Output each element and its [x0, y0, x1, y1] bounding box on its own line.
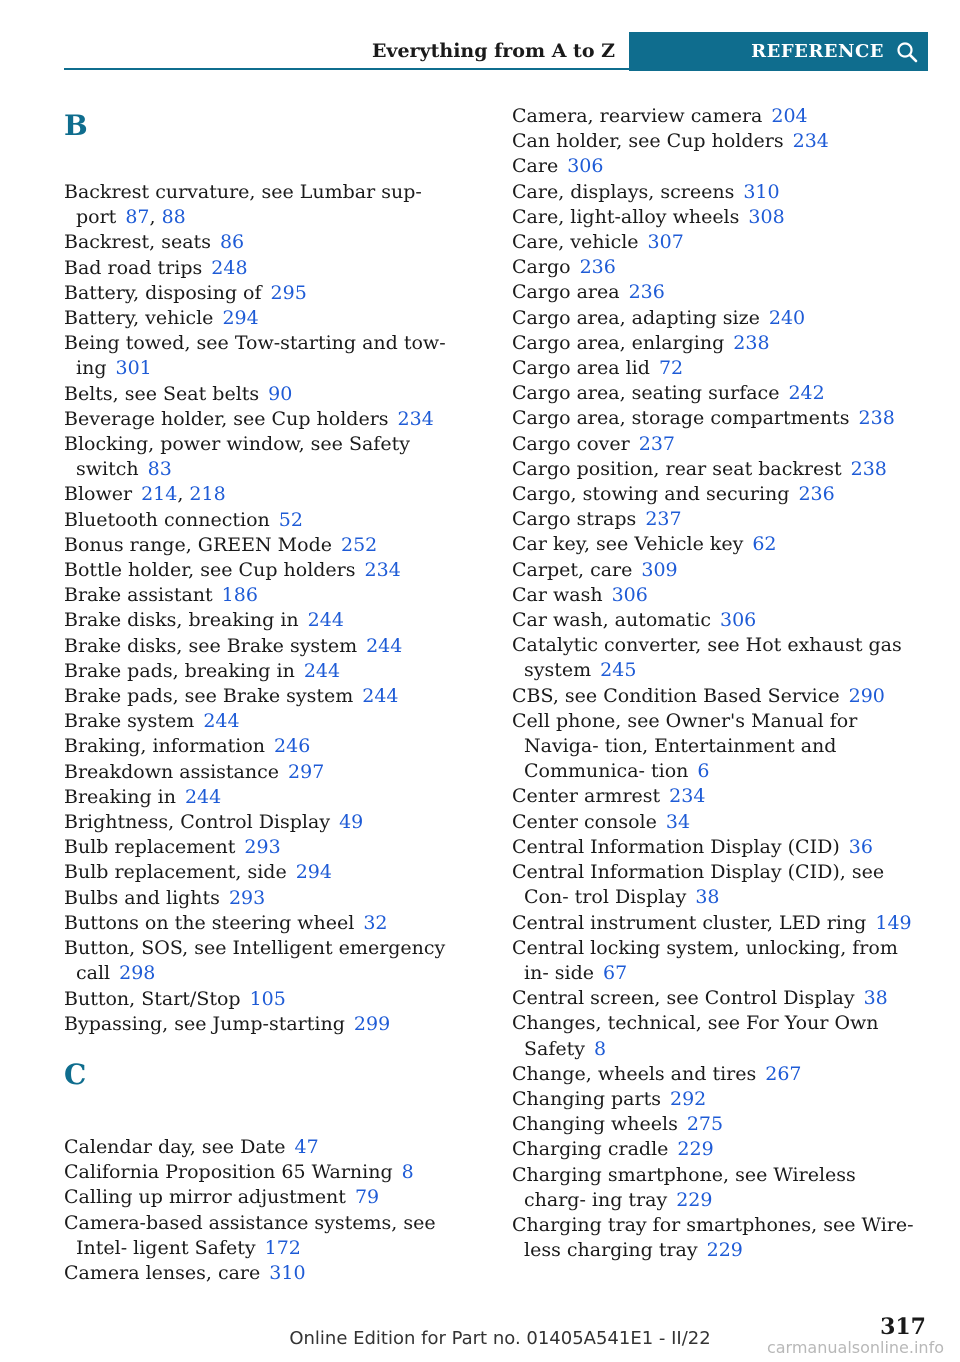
index-entry: [512, 1163, 922, 1213]
index-entry-text: Cell phone, see Owner's Manual for Naviga‐ tion, Entertainment and Communica‐ tion: [512, 709, 858, 783]
index-entry: [512, 306, 922, 331]
page-ref-link[interactable]: 248: [211, 256, 248, 279]
index-entry-text: Cargo area, enlarging: [512, 331, 725, 354]
index-entry: [64, 709, 484, 734]
index-entry: [64, 608, 484, 633]
index-entry: [512, 1137, 922, 1162]
page-ref-link[interactable]: 310: [743, 180, 780, 203]
page-ref-link[interactable]: 238: [733, 331, 770, 354]
index-entry-text: Cargo straps: [512, 508, 637, 531]
index-entry: [64, 180, 484, 230]
index-entry: [64, 230, 484, 255]
index-entry: [64, 407, 484, 432]
index-entry: [512, 860, 922, 910]
page-ref-link[interactable]: 88: [161, 206, 186, 229]
index-entry-text: Care: [512, 155, 559, 178]
page-ref-link[interactable]: 38: [863, 987, 888, 1010]
index-entry: [512, 457, 922, 482]
index-entry: [64, 860, 484, 885]
watermark: carmanualsonline.info: [766, 1338, 944, 1357]
index-entry: [512, 104, 922, 129]
index-entry-text: Brake pads, breaking in: [64, 659, 295, 682]
page-ref-link[interactable]: 8: [401, 1161, 414, 1184]
index-entry-text: Brake disks, see Brake system: [64, 634, 358, 657]
index-entry-text: Central Information Display (CID), see Con‐ trol Display: [512, 861, 885, 909]
page-ref-link[interactable]: 292: [669, 1087, 707, 1110]
index-entry-text: Can holder, see Cup holders: [512, 130, 784, 153]
page-ref-link[interactable]: 32: [363, 911, 388, 934]
index-entry-text: Change, wheels and tires: [512, 1062, 757, 1085]
index-entry: [64, 760, 484, 785]
index-entry: [64, 987, 484, 1012]
index-entry: [64, 634, 484, 659]
page-ref-separator: ,: [177, 483, 184, 506]
index-entry-text: Bonus range, GREEN Mode: [64, 533, 332, 556]
index-entry: [512, 986, 922, 1011]
index-entry: [64, 1135, 484, 1160]
page-ref-link[interactable]: 90: [268, 382, 293, 405]
page-ref-link[interactable]: 236: [579, 256, 616, 279]
index-entry: [64, 583, 484, 608]
index-entry: [512, 936, 922, 986]
index-entry: [512, 230, 922, 255]
index-entry-text: Camera lenses, care: [64, 1261, 261, 1284]
page-ref-link[interactable]: 244: [184, 785, 222, 808]
page-ref-link[interactable]: 49: [339, 811, 364, 834]
index-entry: [512, 1112, 922, 1137]
index-entry-text: Care, displays, screens: [512, 180, 735, 203]
page-ref-link[interactable]: 244: [303, 659, 341, 682]
page-ref-link[interactable]: 307: [647, 231, 684, 254]
index-entry-text: Central instrument cluster, LED ring: [512, 911, 867, 934]
page-ref-link[interactable]: 214: [141, 483, 178, 506]
index-entry-text: Cargo area, storage compartments: [512, 407, 850, 430]
chapter-label: REFERENCE: [751, 41, 884, 62]
index-entry-text: Bulb replacement, side: [64, 861, 287, 884]
page-ref-link[interactable]: 252: [341, 533, 378, 556]
page-ref-link[interactable]: 245: [600, 659, 637, 682]
page-ref-link[interactable]: 6: [697, 760, 710, 783]
index-entry: [64, 432, 484, 482]
page-ref-link[interactable]: 204: [771, 105, 808, 127]
index-entry: [64, 936, 484, 986]
section-title: Everything from A to Z: [64, 32, 629, 70]
index-entry-text: Brightness, Control Display: [64, 811, 331, 834]
page-ref-link[interactable]: 244: [307, 609, 344, 632]
index-entry: [64, 1211, 484, 1261]
index-entry-text: Car wash, automatic: [512, 609, 711, 632]
page-ref-link[interactable]: 244: [366, 634, 403, 657]
index-entry-text: Brake pads, see Brake system: [64, 685, 354, 708]
index-entry: [64, 659, 484, 684]
index-entry-text: Cargo area lid: [512, 357, 650, 380]
index-entry-text: Center armrest: [512, 785, 661, 808]
page-ref-link[interactable]: 8: [594, 1037, 607, 1060]
index-entry: [64, 256, 484, 281]
page-ref-link[interactable]: 229: [677, 1138, 714, 1161]
index-entry: [512, 406, 922, 431]
page-header: [64, 32, 928, 71]
index-entry: [512, 432, 922, 457]
index-entry-text: Changing wheels: [512, 1113, 678, 1136]
index-entry: [512, 280, 922, 305]
page-ref-link[interactable]: 38: [695, 886, 720, 909]
index-entry-text: Cargo area, adapting size: [512, 306, 760, 329]
index-entry-text: Beverage holder, see Cup holders: [64, 407, 389, 430]
page-ref-link[interactable]: 237: [638, 432, 675, 455]
page-ref-link[interactable]: 309: [641, 558, 678, 581]
index-entry-text: Camera, rearview camera: [512, 105, 763, 127]
index-entry-text: Bottle holder, see Cup holders: [64, 559, 356, 582]
page-ref-link[interactable]: 105: [249, 987, 286, 1010]
index-entry-text: Charging tray for smartphones, see Wire‐ less charging tray: [512, 1213, 914, 1262]
page-ref-link[interactable]: 67: [603, 961, 628, 984]
index-entry: [512, 608, 922, 633]
index-letter-heading: B: [64, 109, 88, 142]
page-ref-link[interactable]: 294: [295, 861, 332, 884]
index-entry: [512, 583, 922, 608]
page-ref-link[interactable]: 186: [221, 584, 258, 607]
page-ref-link[interactable]: 36: [848, 835, 873, 858]
page-ref-link[interactable]: 238: [850, 457, 887, 480]
index-entry: [512, 1062, 922, 1087]
page-ref-link[interactable]: 290: [848, 684, 885, 707]
index-entry: [64, 785, 484, 810]
page-ref-link[interactable]: 293: [228, 886, 266, 909]
index-entry: [64, 382, 484, 407]
index-entry: [512, 255, 922, 280]
page-ref-link[interactable]: 267: [765, 1062, 802, 1085]
page-ref-link[interactable]: 298: [119, 962, 156, 985]
page-ref-link[interactable]: 236: [628, 281, 665, 304]
index-entry-text: Button, SOS, see Intelligent emergency call: [64, 937, 446, 985]
page-ref-link[interactable]: 240: [768, 306, 806, 329]
index-entry-text: Central Information Display (CID): [512, 835, 840, 858]
index-entry-text: Bulb replacement: [64, 836, 236, 859]
index-entry: [512, 684, 922, 709]
index-entry: [64, 1185, 484, 1210]
index-entry: [512, 532, 922, 557]
index-entry-text: Carpet, care: [512, 558, 633, 581]
index-entry-text: Bypassing, see Jump-starting: [64, 1012, 345, 1035]
page-ref-link[interactable]: 79: [354, 1186, 380, 1209]
index-entry: [512, 835, 922, 860]
page-ref-link[interactable]: 62: [752, 533, 777, 556]
page-ref-link[interactable]: 295: [270, 281, 307, 304]
index-entry-text: Backrest, seats: [64, 231, 211, 254]
index-entry-text: Breaking in: [64, 785, 176, 808]
index-entry: [512, 810, 922, 835]
page-ref-link[interactable]: 236: [798, 483, 835, 506]
index-entry-text: Battery, disposing of: [64, 281, 262, 304]
index-entry: [512, 129, 922, 154]
page-ref-link[interactable]: 242: [788, 382, 825, 405]
index-entry-text: Bulbs and lights: [64, 886, 220, 909]
index-entry: [64, 911, 484, 936]
page-ref-link[interactable]: 299: [353, 1012, 391, 1035]
index-entry-text: Bad road trips: [64, 256, 203, 279]
page-ref-link[interactable]: 149: [875, 911, 912, 934]
page-ref-link[interactable]: 306: [719, 609, 757, 632]
index-entry-text: Center console: [512, 810, 657, 833]
page-ref-link[interactable]: 308: [748, 205, 785, 228]
page-ref-link[interactable]: 234: [669, 785, 706, 808]
index-column-left: [64, 104, 484, 1286]
page-ref-link[interactable]: 246: [274, 735, 311, 758]
index-entry: [64, 835, 484, 860]
index-entry-text: Car key, see Vehicle key: [512, 533, 744, 556]
page-ref-link[interactable]: 294: [222, 307, 259, 330]
page-ref-link[interactable]: 83: [147, 458, 172, 481]
index-entry-text: Being towed, see Tow-starting and tow‐ ing: [64, 332, 446, 380]
index-letter-heading: C: [64, 1057, 87, 1091]
index-entry: [512, 205, 922, 230]
page-ref-link[interactable]: 238: [858, 407, 895, 430]
index-entry-text: Cargo, stowing and securing: [512, 483, 790, 506]
index-entry-text: Button, Start/Stop: [64, 987, 241, 1010]
page-ref-link[interactable]: 237: [645, 508, 682, 531]
index-entry-text: Battery, vehicle: [64, 307, 214, 330]
index-entry: [512, 482, 922, 507]
index-entry-text: California Proposition 65 Warning: [64, 1161, 393, 1184]
page-ref-link[interactable]: 72: [658, 357, 684, 380]
page-ref-link[interactable]: 87: [125, 206, 150, 229]
chapter-tab[interactable]: [629, 32, 928, 71]
index-entry: [512, 784, 922, 809]
index-column-right: [512, 104, 922, 1263]
index-entry: [512, 381, 922, 406]
page-number: 317: [880, 1314, 926, 1340]
index-entry-text: Calling up mirror adjustment: [64, 1186, 346, 1209]
page-ref-link[interactable]: 275: [686, 1113, 724, 1136]
index-entry-text: Breakdown assistance: [64, 760, 280, 783]
page-ref-link[interactable]: 234: [397, 407, 434, 430]
index-entry: [64, 306, 484, 331]
index-entry-text: Braking, information: [64, 735, 266, 758]
index-entry: [512, 911, 922, 936]
page-ref-link[interactable]: 244: [362, 685, 399, 708]
index-entry-text: Charging smartphone, see Wireless charg‐ ing tray: [512, 1163, 856, 1211]
index-entry-text: Belts, see Seat belts: [64, 382, 260, 405]
page-ref-link[interactable]: 234: [364, 559, 401, 582]
index-entry: [512, 633, 922, 683]
index-entry-text: CBS, see Condition Based Service: [512, 684, 840, 707]
index-entry-text: Calendar day, see Date: [64, 1135, 286, 1158]
index-entry-text: Bluetooth connection: [64, 508, 270, 531]
index-entry: [64, 734, 484, 759]
index-entry-text: Changing parts: [512, 1087, 661, 1110]
page-ref-link[interactable]: 52: [278, 508, 303, 531]
index-entry-text: Cargo area, seating surface: [512, 382, 780, 405]
page-ref-link[interactable]: 34: [665, 810, 691, 833]
footer-edition: Online Edition for Part no. 01405A541E1 - II/22: [289, 1328, 711, 1349]
index-entry-text: Cargo position, rear seat backrest: [512, 457, 842, 480]
index-entry: [512, 1087, 922, 1112]
index-entry: [64, 1012, 484, 1037]
index-entry: [512, 331, 922, 356]
index-entry-text: Cargo cover: [512, 432, 630, 455]
index-entry: [512, 356, 922, 381]
page-ref-link[interactable]: 244: [203, 710, 240, 733]
index-entry-text: Brake system: [64, 710, 195, 733]
index-entry: [64, 558, 484, 583]
index-entry-text: Blocking, power window, see Safety switch: [64, 433, 410, 481]
index-entry: [64, 508, 484, 533]
index-entry: [64, 482, 484, 507]
index-entry: [64, 281, 484, 306]
page-ref-link[interactable]: 47: [294, 1135, 319, 1158]
index-entry: [512, 1011, 922, 1061]
index-entry-text: Brake disks, breaking in: [64, 609, 299, 632]
page-ref-link[interactable]: 301: [115, 357, 152, 380]
index-entry: [512, 154, 922, 179]
index-entry: [64, 684, 484, 709]
index-entry-text: Charging cradle: [512, 1138, 669, 1161]
page-ref-link[interactable]: 229: [676, 1188, 713, 1211]
index-entry-text: Buttons on the steering wheel: [64, 911, 355, 934]
index-entry-text: Care, vehicle: [512, 231, 639, 254]
index-entry-text: Central screen, see Control Display: [512, 987, 855, 1010]
page-ref-link[interactable]: 310: [269, 1261, 306, 1284]
index-entry-text: Catalytic converter, see Hot exhaust gas system: [512, 634, 902, 682]
index-entry-text: Cargo: [512, 256, 571, 279]
page-ref-link[interactable]: 306: [567, 155, 604, 178]
search-icon[interactable]: [896, 41, 918, 63]
index-entry: [64, 533, 484, 558]
page-ref-link[interactable]: 306: [611, 583, 648, 606]
index-entry-text: Car wash: [512, 583, 603, 606]
index-entry: [64, 331, 484, 381]
page-ref-link[interactable]: 234: [792, 130, 829, 153]
index-entry: [512, 180, 922, 205]
page-ref-separator: ,: [149, 206, 156, 229]
index-entry-text: Cargo area: [512, 281, 620, 304]
index-entry: [512, 709, 922, 785]
index-entry-text: Blower: [64, 483, 133, 506]
page-ref-link[interactable]: 218: [189, 483, 226, 506]
index-entry: [64, 886, 484, 911]
index-entry: [512, 1213, 922, 1263]
page-ref-link[interactable]: 86: [219, 231, 245, 254]
index-entry: [64, 1160, 484, 1185]
index-entry-text: Changes, technical, see For Your Own Safety: [512, 1012, 879, 1060]
index-entry-text: Brake assistant: [64, 584, 213, 607]
index-entry: [512, 507, 922, 532]
index-entry-text: Care, light-alloy wheels: [512, 205, 740, 228]
index-entry: [64, 810, 484, 835]
page-ref-link[interactable]: 229: [706, 1239, 743, 1262]
index-entry: [512, 558, 922, 583]
page-ref-link[interactable]: 293: [244, 836, 281, 859]
index-entry: [64, 1261, 484, 1286]
page-ref-link[interactable]: 172: [264, 1236, 301, 1259]
index-entry-text: Backrest curvature, see Lumbar sup‐ port: [64, 181, 422, 229]
index-entry-text: Central locking system, unlocking, from in‐ side: [512, 936, 898, 984]
index-entry-text: Camera-based assistance systems, see Intel‐ ligent Safety: [64, 1211, 436, 1259]
page-ref-link[interactable]: 297: [288, 760, 325, 783]
